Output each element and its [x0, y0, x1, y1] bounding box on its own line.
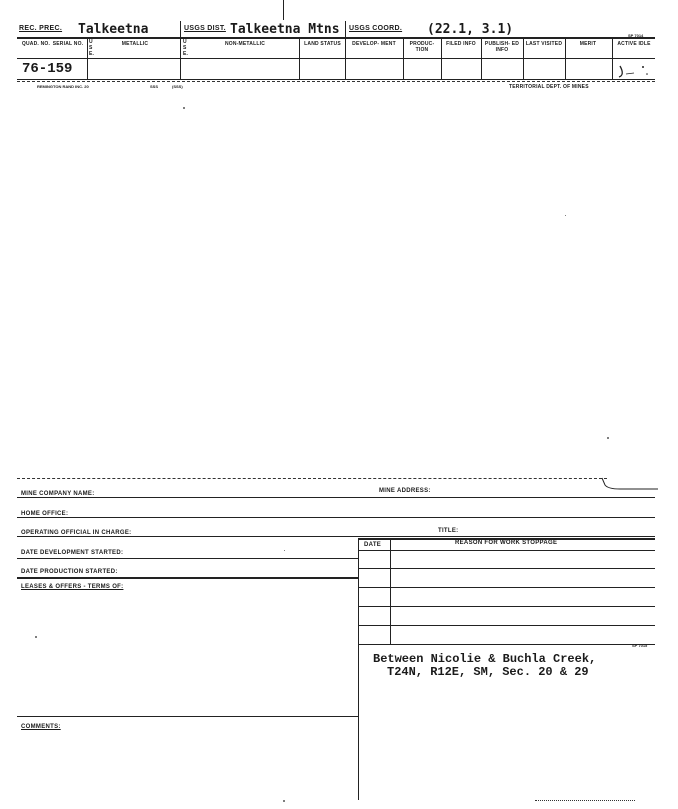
footer-code-1: SSS	[150, 84, 159, 89]
col-use-u: U	[89, 39, 93, 45]
card-edge-tick	[283, 0, 284, 20]
footer-code-2: (SSS)	[172, 84, 183, 89]
col-active-idle: ACTIVE IDLE	[617, 41, 651, 47]
col-use-u-2: U	[183, 39, 187, 45]
card-bottom-rule	[17, 79, 655, 80]
rec-prec-label: REC. PREC.	[19, 25, 63, 32]
col-use-e: E.	[89, 51, 95, 57]
rec-prec-value: Talkeetna	[78, 22, 149, 37]
stoppage-divider	[358, 538, 359, 800]
mine-company-name-label: MINE COMPANY NAME:	[21, 491, 95, 497]
col-use-s-2: S	[183, 45, 187, 51]
col-use-e-2: E.	[183, 51, 189, 57]
usgs-coord-label: USGS COORD.	[349, 25, 403, 32]
date-production-label: DATE PRODUCTION STARTED:	[21, 569, 118, 575]
operating-official-label: OPERATING OFFICIAL IN CHARGE:	[21, 530, 132, 536]
col-serial-no: SERIAL NO.	[52, 41, 84, 47]
col-land-status: LAND STATUS	[304, 41, 341, 47]
col-quad-no: QUAD. NO.	[21, 41, 51, 47]
form-number: SP 7014	[628, 33, 644, 38]
card-top-edge	[17, 478, 607, 479]
idle-check-mark	[616, 60, 652, 80]
home-office-label: HOME OFFICE:	[21, 511, 69, 517]
usgs-dist-label: USGS DIST.	[184, 25, 226, 32]
date-development-label: DATE DEVELOPMENT STARTED:	[21, 550, 124, 556]
quad-serial-value: 76-159	[22, 61, 73, 77]
location-line-1: Between Nicolie & Buchla Creek,	[373, 652, 597, 666]
location-line-2: T24N, R12E, SM, Sec. 20 & 29	[387, 665, 589, 679]
col-merit: MERIT	[579, 41, 597, 47]
form-number-bottom: SP 7015	[632, 643, 648, 648]
comments-label: COMMENTS:	[21, 724, 61, 730]
col-use-s: S	[89, 45, 93, 51]
leases-offers-label: LEASES & OFFERS - TERMS OF:	[21, 584, 124, 590]
header-rule	[17, 37, 655, 39]
usgs-coord-value: (22.1, 3.1)	[427, 22, 514, 37]
stoppage-date-header: DATE	[364, 542, 382, 548]
title-label: TITLE:	[438, 528, 459, 534]
stoppage-reason-header: REASON FOR WORK STOPPAGE	[455, 540, 558, 546]
card-corner-curl	[600, 476, 660, 492]
col-published-info: PUBLISH- ED INFO	[484, 41, 520, 53]
col-non-metallic: NON-METALLIC	[224, 41, 266, 47]
col-metallic: METALLIC	[121, 41, 149, 47]
usgs-dist-value: Talkeetna Mtns	[230, 22, 340, 37]
territorial-dept: TERRITORIAL DEPT. OF MINES	[509, 84, 589, 90]
col-production: PRODUC- TION	[409, 41, 435, 53]
col-development: DEVELOP- MENT	[352, 41, 396, 47]
col-last-visited: LAST VISITED	[525, 41, 563, 47]
mine-address-label: MINE ADDRESS:	[379, 488, 431, 494]
printer-credit: REMINGTON RAND INC. 20	[37, 84, 89, 89]
col-filed-info: FILED INFO	[446, 41, 476, 47]
column-header-rule	[17, 58, 655, 59]
stoppage-date-column	[390, 538, 391, 644]
